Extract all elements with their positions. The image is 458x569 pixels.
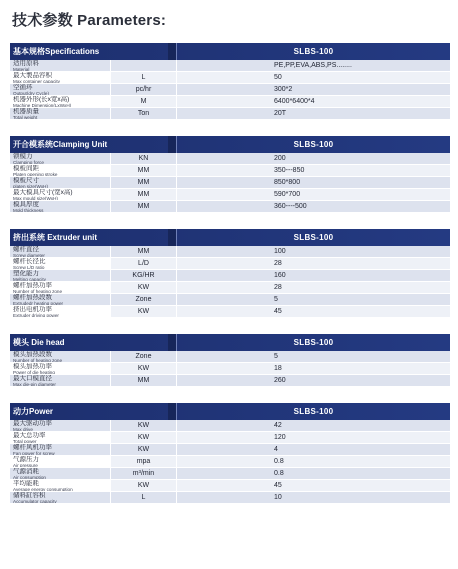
parameter-name-cn: 机器外形(长x宽x高) [13, 96, 70, 103]
parameter-unit: KW [110, 420, 176, 431]
parameter-value: 18 [176, 363, 450, 374]
section-header [10, 403, 450, 420]
table-row [10, 258, 450, 270]
section-title: 模头 Die head [13, 338, 65, 347]
table-row [10, 282, 450, 294]
parameter-name-cn: 螺杆长径比 [13, 258, 46, 265]
parameter-unit: MM [110, 201, 176, 212]
parameter-unit: pc/hr [110, 84, 176, 95]
parameter-name [10, 363, 110, 374]
parameter-value: 850*800 [176, 177, 450, 188]
table-row [10, 444, 450, 456]
parameter-name [10, 108, 110, 119]
parameter-name [10, 432, 110, 443]
section-rows [10, 153, 450, 213]
parameter-value: 0.8 [176, 456, 450, 467]
parameter-value: 10 [176, 492, 450, 503]
parameter-unit: mpa [110, 456, 176, 467]
parameter-name [10, 468, 110, 479]
parameter-name-en: Platen opening stroke [13, 171, 58, 176]
table-row [10, 96, 450, 108]
table-row [10, 456, 450, 468]
parameter-value: 20T [176, 108, 450, 119]
spec-section [10, 43, 450, 120]
parameter-unit: L [110, 72, 176, 83]
parameter-name [10, 294, 110, 305]
parameter-value: 50 [176, 72, 450, 83]
parameter-name-en: Clamping force [13, 159, 44, 164]
parameter-value: 260 [176, 375, 450, 386]
parameter-name-cn: 塑化能力 [13, 270, 39, 277]
parameter-name [10, 177, 110, 188]
parameter-name-en: Max mould size(WxH) [13, 195, 58, 200]
spec-section [10, 136, 450, 213]
section-rows [10, 351, 450, 387]
parameter-value: 42 [176, 420, 450, 431]
parameter-unit: L/D [110, 258, 176, 269]
parameter-name [10, 270, 110, 281]
parameter-name-en: Extruder driving power [13, 312, 59, 317]
parameter-name [10, 306, 110, 317]
parameter-name-en: Material [13, 66, 30, 71]
parameter-value: 100 [176, 246, 450, 257]
parameter-name-en: Extrudedr heating power [13, 300, 64, 305]
parameter-value: 360----500 [176, 201, 450, 212]
parameter-name-cn: 气源压力 [13, 456, 39, 463]
parameter-name-en: Total weight [13, 114, 38, 119]
parameter-name [10, 153, 110, 164]
parameter-name [10, 96, 110, 107]
table-row [10, 480, 450, 492]
parameter-name-cn: 螺杆加热段数 [13, 294, 52, 301]
parameter-unit: KW [110, 480, 176, 491]
spec-section [10, 229, 450, 318]
section-rows [10, 246, 450, 318]
header-divider [168, 334, 176, 351]
section-title: 基本规格Specifications [13, 47, 100, 56]
section-title: 动力Power [13, 407, 54, 416]
parameter-value: 5 [176, 351, 450, 362]
model-label: SLBS-100 [176, 43, 450, 60]
parameter-value: 5 [176, 294, 450, 305]
table-row [10, 294, 450, 306]
parameter-name-cn: 气源消耗 [13, 468, 39, 475]
parameter-unit [110, 60, 176, 71]
parameter-unit: KW [110, 306, 176, 317]
section-header [10, 43, 450, 60]
parameter-name-cn: 挤出电机功率 [13, 306, 52, 313]
parameter-value: 160 [176, 270, 450, 281]
parameter-name [10, 246, 110, 257]
parameter-unit: m³/min [110, 468, 176, 479]
parameter-name-cn: 最大总功率 [13, 432, 46, 439]
spec-section [10, 334, 450, 387]
table-row [10, 492, 450, 504]
parameter-value: 350---850 [176, 165, 450, 176]
parameter-unit: MM [110, 375, 176, 386]
parameter-unit: L [110, 492, 176, 503]
parameter-name-cn: 模板间距 [13, 165, 39, 172]
parameter-name [10, 72, 110, 83]
parameter-name-en: Average energy consumption [13, 486, 73, 491]
section-rows [10, 420, 450, 504]
parameter-name [10, 282, 110, 293]
parameter-name [10, 84, 110, 95]
parameter-value: 45 [176, 306, 450, 317]
table-row [10, 108, 450, 120]
parameter-name-en: platen size(WxH) [13, 183, 48, 188]
parameter-name-en: Melting capacity [13, 276, 46, 281]
parameter-name-en: Power of die heating [13, 369, 55, 374]
model-label: SLBS-100 [176, 403, 450, 420]
table-row [10, 189, 450, 201]
model-label: SLBS-100 [176, 334, 450, 351]
parameter-unit: MM [110, 246, 176, 257]
model-label: SLBS-100 [176, 229, 450, 246]
parameter-name-cn: 适用原料 [13, 60, 39, 67]
table-row [10, 420, 450, 432]
table-row [10, 177, 450, 189]
parameter-value: 28 [176, 282, 450, 293]
parameter-unit: MM [110, 189, 176, 200]
table-row [10, 306, 450, 318]
parameter-name-cn: 最大模具尺寸(宽x高) [13, 189, 73, 196]
table-row [10, 270, 450, 282]
parameter-name-en: Accumulator capacity [13, 498, 57, 503]
parameter-value: 6400*6400*4 [176, 96, 450, 107]
parameter-unit: MM [110, 165, 176, 176]
parameter-value: 300*2 [176, 84, 450, 95]
parameter-value: 45 [176, 480, 450, 491]
parameter-name [10, 189, 110, 200]
parameter-name [10, 351, 110, 362]
parameter-value: 4 [176, 444, 450, 455]
parameter-name-en: Number of heating zone [13, 357, 63, 362]
table-row [10, 375, 450, 387]
table-row [10, 153, 450, 165]
parameter-name-en: Air consumption [13, 474, 46, 479]
parameter-name-cn: 最大製品容积 [13, 72, 52, 79]
parameter-name-en: Screw L/D ratio [13, 264, 45, 269]
section-title: 开合模系统Clamping Unit [13, 140, 108, 149]
parameter-value: 120 [176, 432, 450, 443]
parameter-tables [10, 43, 450, 504]
parameter-unit: KW [110, 363, 176, 374]
parameter-unit: KW [110, 432, 176, 443]
parameter-name [10, 456, 110, 467]
section-header [10, 229, 450, 246]
section-header [10, 136, 450, 153]
table-row [10, 84, 450, 96]
table-row [10, 468, 450, 480]
parameter-name [10, 201, 110, 212]
section-title: 挤出系统 Extruder unit [13, 233, 98, 242]
parameter-name-en: Fan power for screw [13, 450, 55, 455]
parameter-value: 590*700 [176, 189, 450, 200]
section-rows [10, 60, 450, 120]
spec-section [10, 403, 450, 504]
table-row [10, 246, 450, 258]
parameter-name-en: Mold thickness [13, 207, 44, 212]
parameter-name-cn: 模板尺寸 [13, 177, 39, 184]
parameter-name-en: Max die-pin diameter [13, 381, 56, 386]
parameter-name [10, 480, 110, 491]
parameter-name-cn: 模头加热段数 [13, 351, 52, 358]
parameter-name [10, 420, 110, 431]
parameter-value: PE,PP,EVA,ABS,PS........ [176, 60, 450, 71]
parameter-name-cn: 平均能耗 [13, 480, 39, 487]
table-row [10, 165, 450, 177]
header-divider [168, 136, 176, 153]
parameter-name [10, 60, 110, 71]
parameter-unit: M [110, 96, 176, 107]
parameter-name-en: Output(dry Cycle) [13, 90, 49, 95]
parameter-unit: Zone [110, 351, 176, 362]
parameter-name [10, 375, 110, 386]
parameter-name-cn: 模头加热功率 [13, 363, 52, 370]
parameter-name-en: Machine Dimension(LxWxH) [13, 102, 72, 107]
parameter-name-cn: 锁模力 [13, 153, 33, 160]
table-row [10, 201, 450, 213]
parameter-name-cn: 螺杆风机功率 [13, 444, 52, 451]
table-row [10, 363, 450, 375]
table-row [10, 72, 450, 84]
parameter-name-en: Max container capacity [13, 78, 60, 83]
parameter-name [10, 444, 110, 455]
table-row [10, 351, 450, 363]
header-divider [168, 403, 176, 420]
parameter-name-en: Total power [13, 438, 37, 443]
parameter-name-cn: 最大口模直径 [13, 375, 52, 382]
parameter-name-cn: 空循环 [13, 84, 33, 91]
parameter-unit: KN [110, 153, 176, 164]
parameter-name-en: Max drive [13, 426, 33, 431]
model-label: SLBS-100 [176, 136, 450, 153]
parameter-unit: Ton [110, 108, 176, 119]
table-row [10, 60, 450, 72]
parameter-unit: KG/HR [110, 270, 176, 281]
table-row [10, 432, 450, 444]
parameter-name-cn: 储料缸容积 [13, 492, 46, 499]
parameter-value: 200 [176, 153, 450, 164]
parameter-name [10, 258, 110, 269]
header-divider [168, 43, 176, 60]
parameter-unit: MM [110, 177, 176, 188]
parameter-name [10, 165, 110, 176]
header-divider [168, 229, 176, 246]
parameter-value: 28 [176, 258, 450, 269]
parameter-name-cn: 机器质量 [13, 108, 39, 115]
parameter-name-en: Screw diameter [13, 252, 45, 257]
parameter-unit: KW [110, 444, 176, 455]
parameter-name-en: Number of heating zone [13, 288, 63, 293]
parameter-name-cn: 模具厚度 [13, 201, 39, 208]
parameter-value: 0.8 [176, 468, 450, 479]
parameter-name-cn: 螺杆直径 [13, 246, 39, 253]
parameter-name-en: Air pressure [13, 462, 38, 467]
parameter-name [10, 492, 110, 503]
parameter-unit: KW [110, 282, 176, 293]
parameter-name-cn: 最大驱动功率 [13, 420, 52, 427]
parameter-name-cn: 螺杆加热功率 [13, 282, 52, 289]
section-header [10, 334, 450, 351]
page-title: 技术参数 Parameters: [12, 12, 167, 29]
parameter-unit: Zone [110, 294, 176, 305]
